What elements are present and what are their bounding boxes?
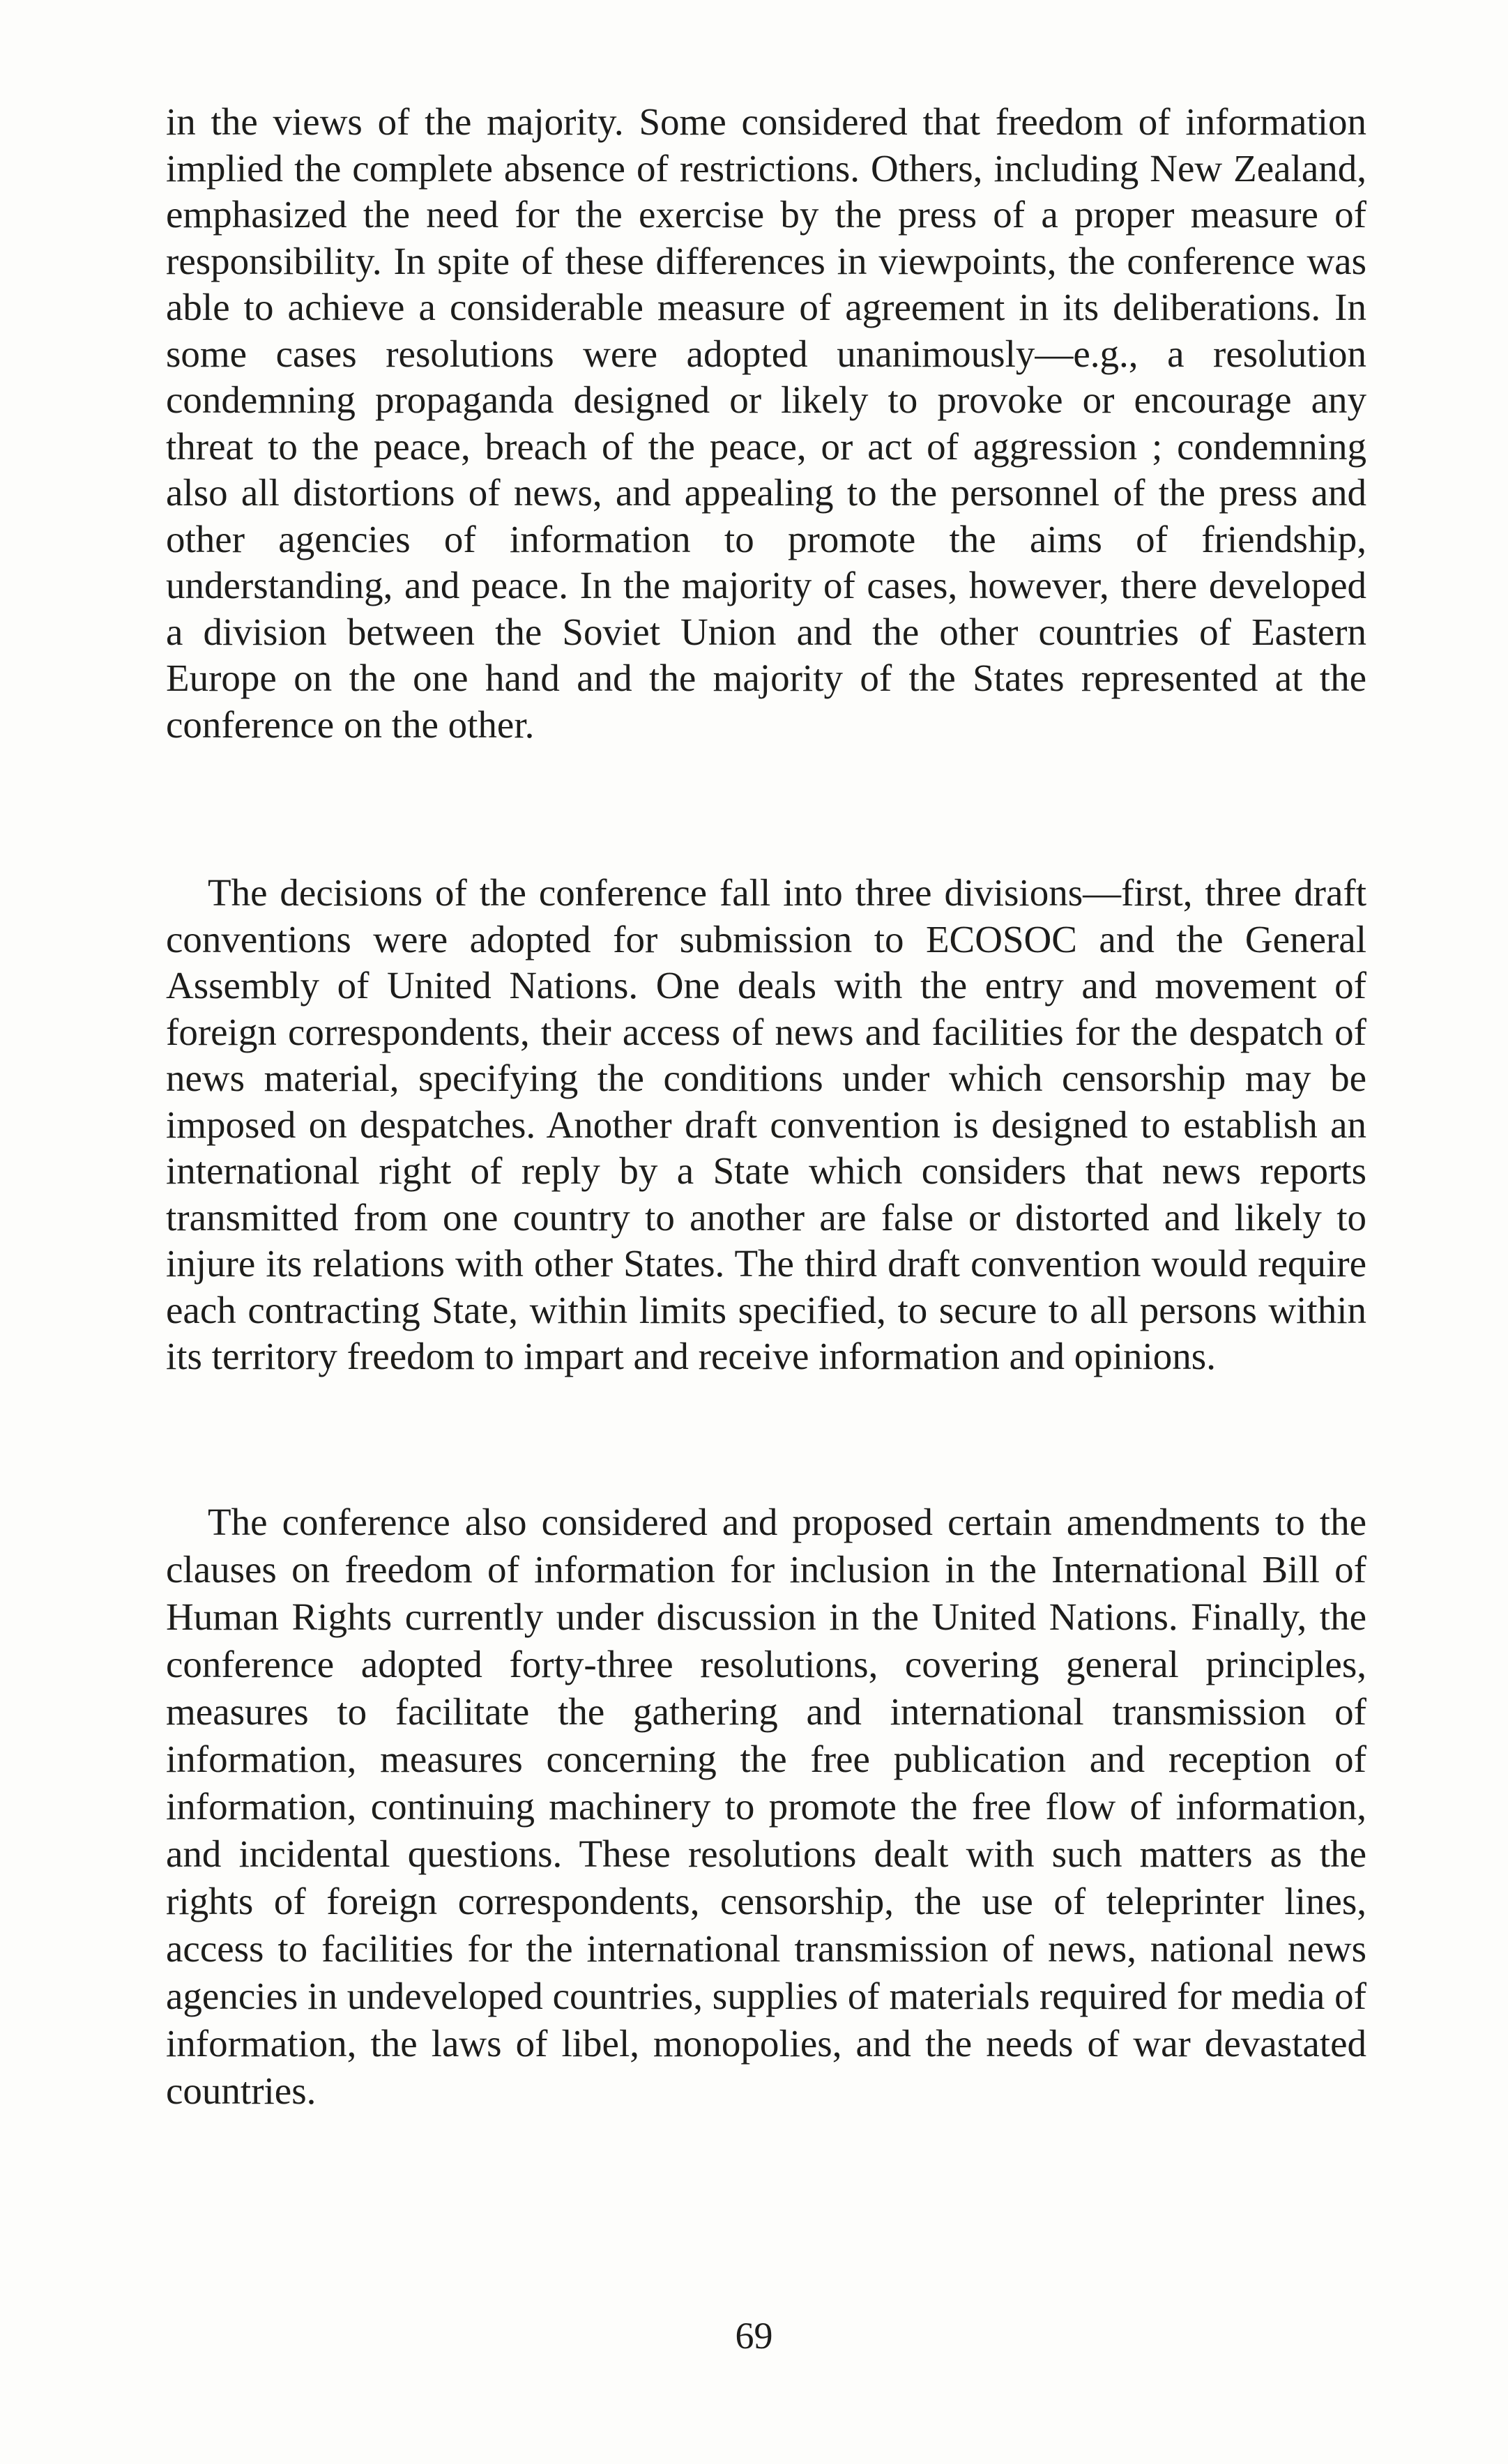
paragraph-2-text: The decisions of the conference fall into three divisions—first, three draft conventions were adopted for submission to ECOSOC and the General Assembly of United Nations. One deals with the entry and movement of foreign correspondents, their access of news and facilities for the despatch of news material, specifying the conditions under which censorship may be imposed on despatches. Another draft convention is designed to establish an international right of reply by a State which considers that news reports transmitted from one country to another are false or distorted and likely to injure its relations with other States. The third draft convention would require each contracting State, within limits specified, to secure to all persons within its territory freedom to impart and receive information and opinions. xyxy=(166,871,1366,1377)
paragraph-1 xyxy=(166,99,1366,748)
paragraph-3 xyxy=(166,1499,1366,2115)
paragraph-1-text: in the views of the majority. Some considered that freedom of information implied the complete absence of restrictions. Others, including New Zealand, emphasized the need for the exercise by the press of a proper measure of responsibility. In spite of these differences in viewpoints, the conference was able to achieve a considerable measure of agreement in its deliberations. In some cases resolutions were adopted unanimously—e.g., a resolution condemning propaganda designed or likely to provoke or encourage any threat to the peace, breach of the peace, or act of aggression ; condemning also all distortions of news, and appealing to the personnel of the press and other agencies of information to promote the aims of friendship, understanding, and peace. In the majority of cases, however, there developed a division between the Soviet Union and the other countries of Eastern Europe on the one hand and the majority of the States represented at the conference on the other. xyxy=(166,100,1366,746)
page-number: 69 xyxy=(735,2315,773,2357)
paragraph-3-text: The conference also considered and proposed certain amendments to the clauses on freedom of information for inclusion in the International Bill of Human Rights currently under discussion in the United Nations. Finally, the conference adopted forty-three resolutions, covering general principles, measures to facilitate the gathering and international transmission of information, measures concerning the free publication and reception of information, continuing machinery to promote the free flow of information, and incidental questions. These resolutions dealt with such matters as the rights of foreign correspondents, censorship, the use of teleprinter lines, access to facilities for the international transmission of news, national news agencies in undeveloped countries, supplies of materials required for media of information, the laws of libel, monopolies, and the needs of war devastated countries. xyxy=(166,1501,1366,2112)
paragraph-2 xyxy=(166,870,1366,1380)
